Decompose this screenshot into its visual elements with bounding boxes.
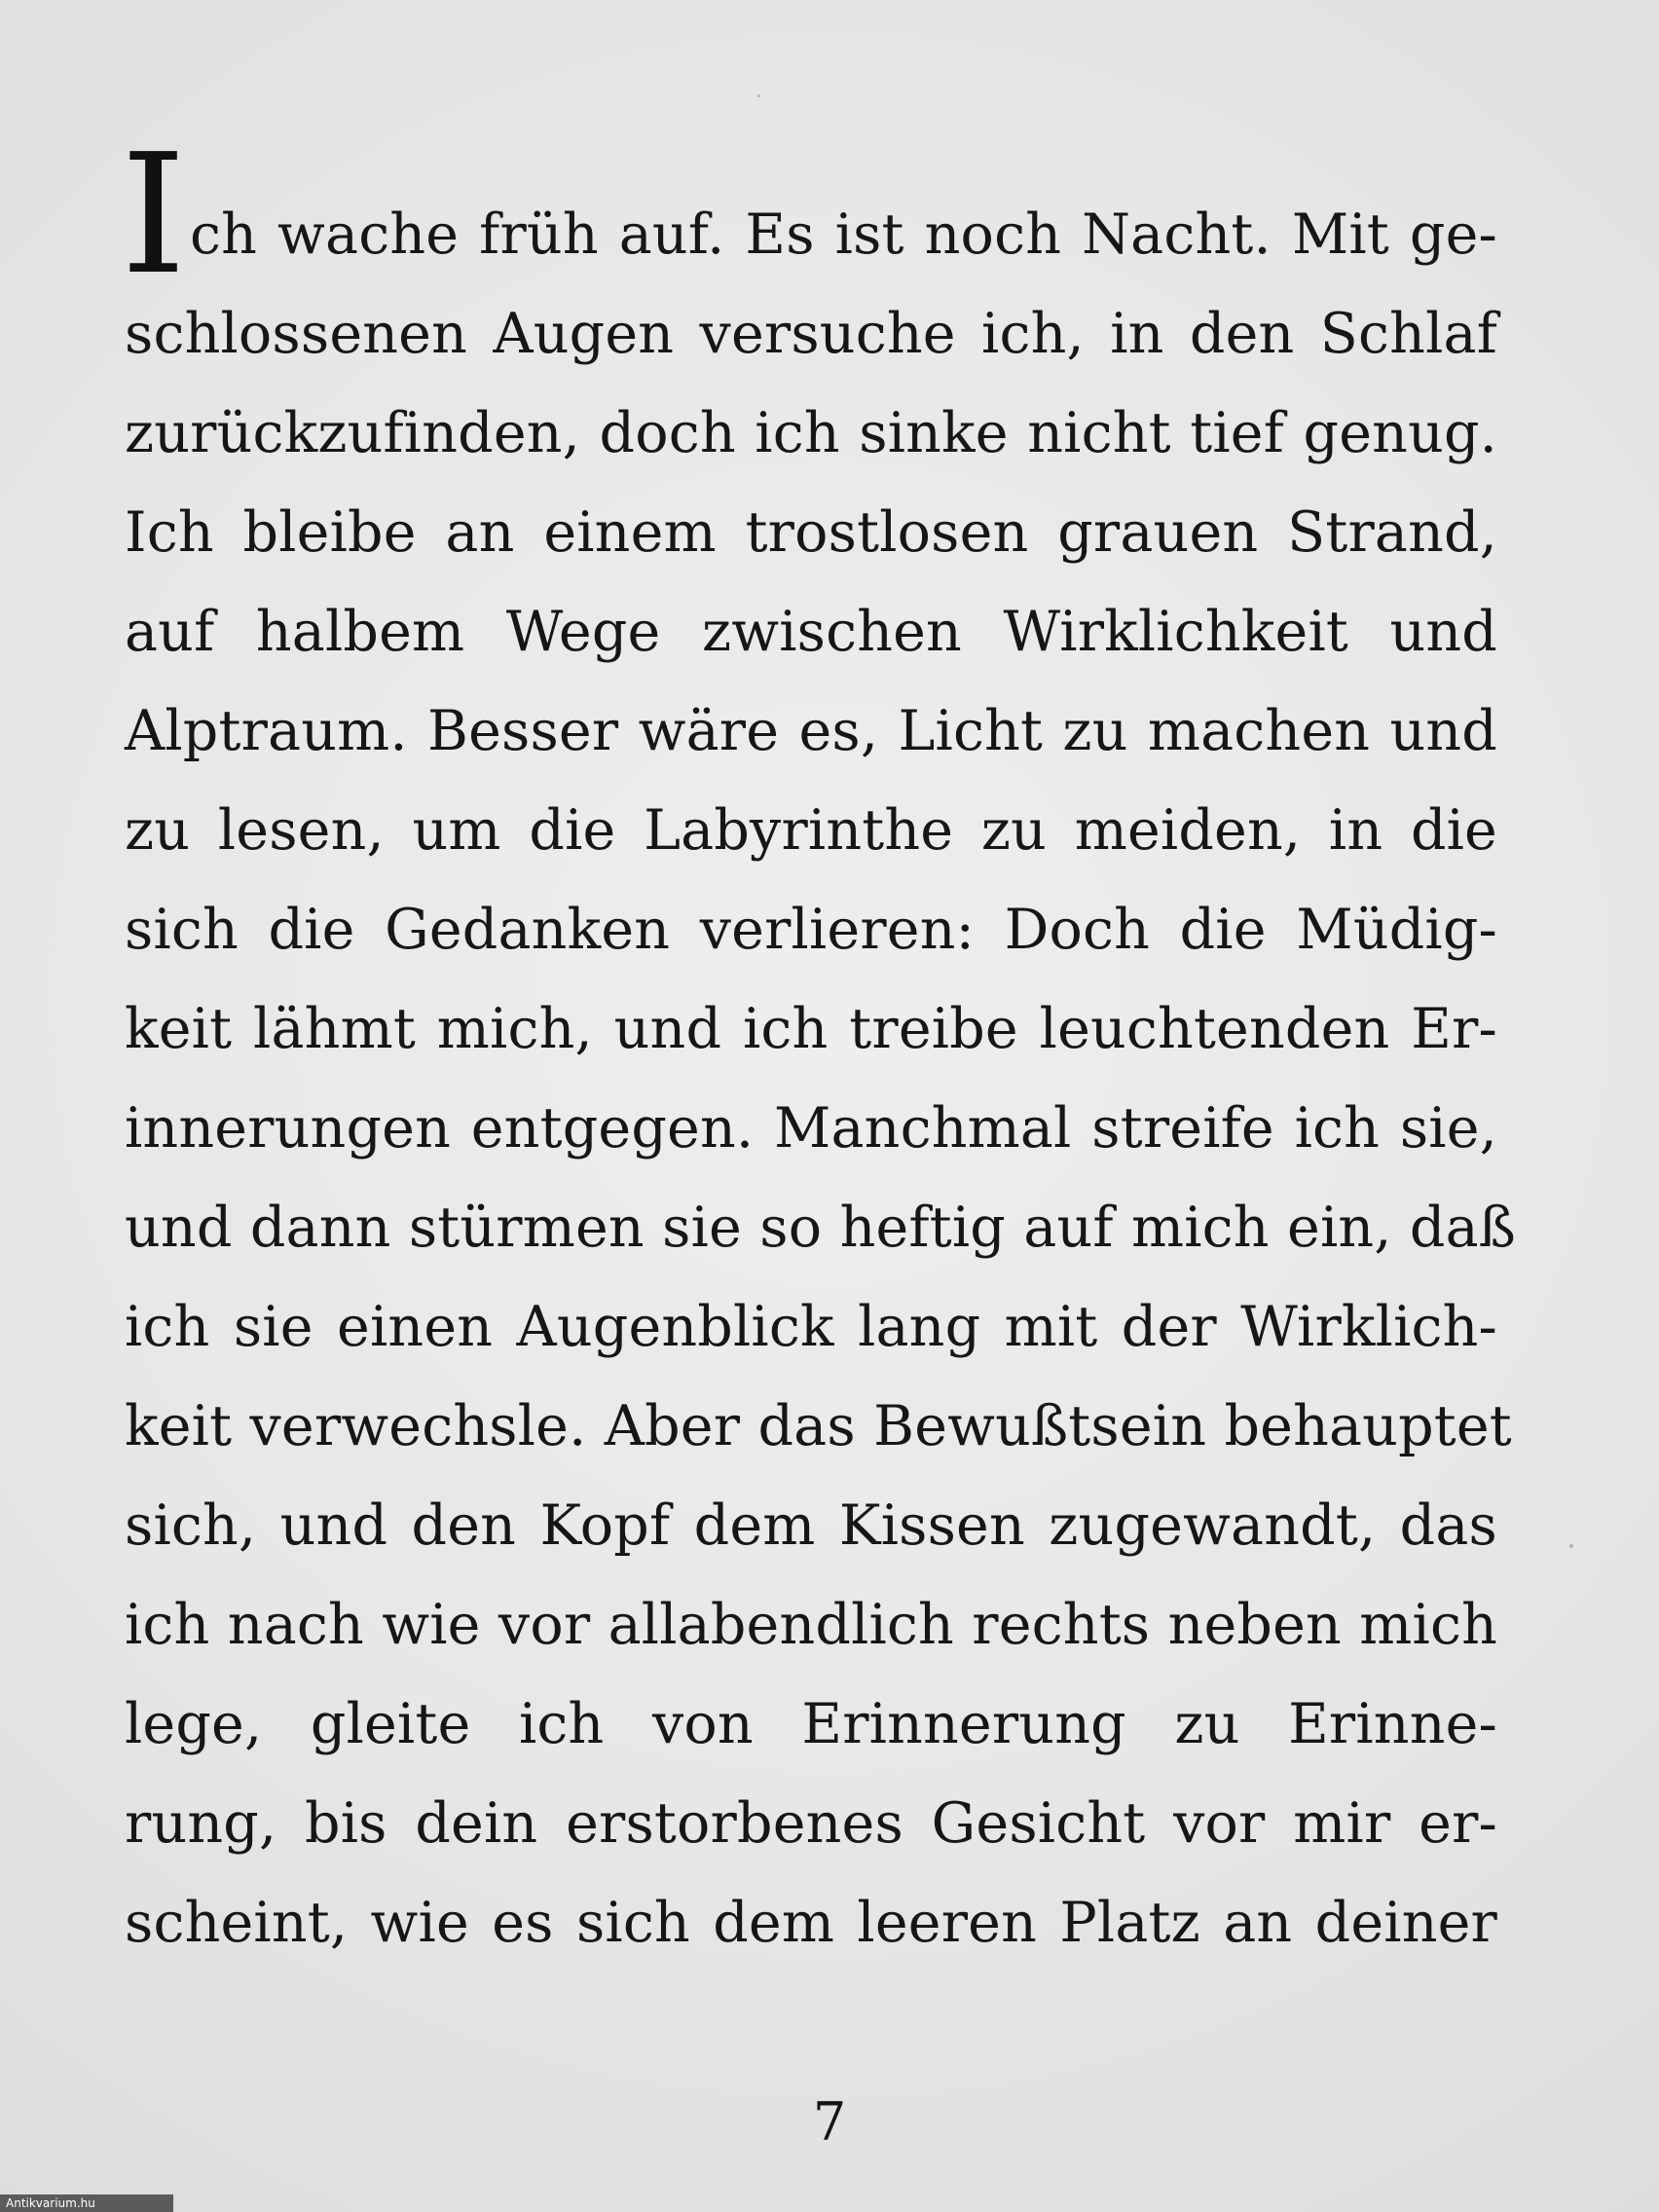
text-line-17: rung, bis dein erstorbenes Gesicht vor mir er- — [125, 1791, 1497, 1856]
text-line-5: auf halbem Wege zwischen Wirklichkeit und — [125, 600, 1497, 664]
text-line-1: ch wache früh auf. Es ist noch Nacht. Mit ge- — [190, 203, 1497, 267]
text-line-18: scheint, wie es sich dem leeren Platz an deiner — [125, 1891, 1497, 1955]
watermark-label: Antikvarium.hu — [0, 2194, 173, 2212]
text-line-6: Alptraum. Besser wäre es, Licht zu machen und — [125, 699, 1497, 763]
text-line-13: keit verwechsle. Aber das Bewußtsein behauptet — [125, 1394, 1512, 1458]
text-line-3: zurückzufinden, doch ich sinke nicht tief genug. — [125, 401, 1497, 465]
paper-speck — [757, 94, 760, 97]
text-line-16: lege, gleite ich von Erinnerung zu Erinne- — [125, 1692, 1497, 1756]
text-line-15: ich nach wie vor allabendlich rechts neben mich — [125, 1593, 1497, 1657]
text-line-7: zu lesen, um die Labyrinthe zu meiden, in die — [125, 798, 1497, 863]
text-line-2: schlossenen Augen versuche ich, in den Schlaf — [125, 302, 1497, 366]
paper-speck — [1569, 1544, 1573, 1548]
text-line-4: Ich bleibe an einem trostlosen grauen Strand, — [125, 500, 1497, 565]
text-line-12: ich sie einen Augenblick lang mit der Wirklich- — [125, 1295, 1497, 1359]
page-number: 7 — [812, 2091, 847, 2153]
text-line-9: keit lähmt mich, und ich treibe leuchtenden Er- — [125, 997, 1497, 1061]
text-line-8: sich die Gedanken verlieren: Doch die Müdig- — [125, 898, 1497, 962]
drop-cap: I — [121, 119, 187, 312]
text-line-14: sich, und den Kopf dem Kissen zugewandt, das — [125, 1493, 1497, 1558]
text-line-11: und dann stürmen sie so heftig auf mich ein, daß — [125, 1196, 1517, 1260]
text-line-10: innerungen entgegen. Manchmal streife ich sie, — [125, 1096, 1497, 1161]
